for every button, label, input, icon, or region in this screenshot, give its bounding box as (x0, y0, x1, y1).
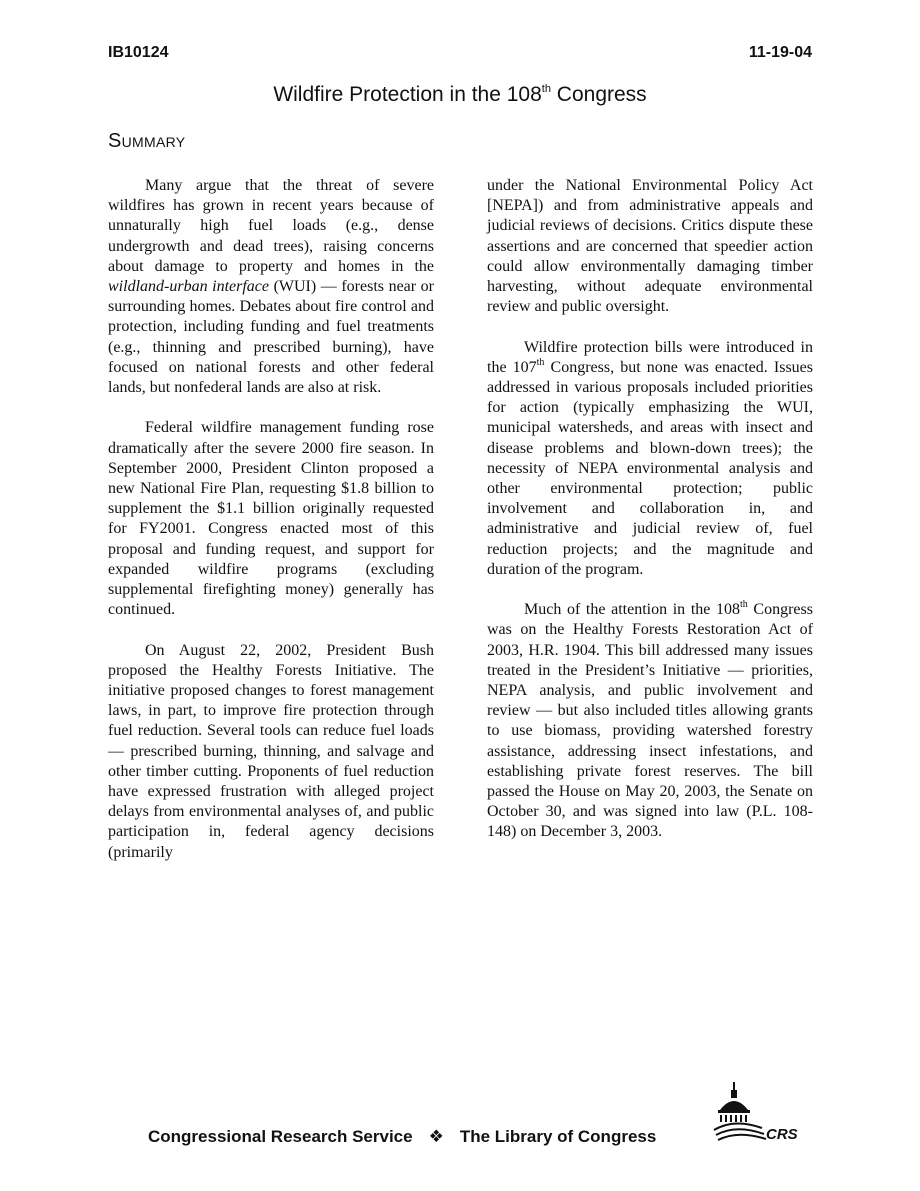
left-column (108, 176, 434, 883)
diamond-ornament-icon: ❖ (428, 1127, 444, 1146)
paragraph-hfra (487, 600, 813, 842)
section-heading: Summary (108, 130, 186, 152)
right-column (487, 176, 813, 863)
document-id: IB10124 (108, 44, 169, 61)
paragraph-text: (WUI) — forests near or surrounding homes. Debates about fire control and protection, including funding and fuel treatments (e.g., thinning and prescribed burning), have focused on national forests and other federal lands, but nonfederal lands are also at risk. (108, 278, 434, 397)
title-text: Wildfire Protection in the 108 (273, 83, 542, 106)
paragraph-continued: under the National Environmental Policy Act [NEPA]) and from administrative appeals and judicial reviews of decisions. Critics dispute these assertions and are concerned that speedier action could allow environmentally damaging timber harvesting, without adequate environmental review and public oversight. (487, 177, 813, 316)
paragraph-funding: Federal wildfire management funding rose dramatically after the severe 2000 fire season. In September 2000, President Clinton proposed a new National Fire Plan, requesting $1.8 billion to supplement the $1.1 billion originally requested for FY2001. Congress enacted most of this proposal and funding request, and support for expanded wildfire programs (excluding supplemental firefighting money) generally has continued. (108, 419, 434, 619)
crs-logo-text: CRS (766, 1126, 798, 1143)
document-date: 11-19-04 (748, 44, 812, 61)
paragraph-text: Much of the attention in the 108 (524, 601, 741, 619)
title-superscript: th (541, 83, 551, 95)
footer-crs-name: Congressional Research Service (148, 1127, 413, 1146)
footer-library-name: The Library of Congress (459, 1127, 657, 1146)
paragraph-text: Wildfire protection bills were introduced in the 107 (487, 338, 813, 376)
paragraph-text: Congress, but none was enacted. Issues addressed in various proposals included priorities for action (typically emphasizing the WUI, municipal watersheds, and areas with insect and disease problems and blown-down trees); the necessity of NEPA environmental analysis and other environmental protection; public involvement and collaboration in, and administrative and judicial review of, fuel reduction projects; and the magnitude and duration of the program. (487, 358, 813, 578)
emphasis-term: wildland-urban interface (108, 278, 269, 296)
paragraph-bills (487, 338, 813, 580)
page-title (0, 83, 920, 107)
paragraph-text: Many argue that the threat of severe wildfires has grown in recent years because of unnaturally high fuel loads (e.g., dense undergrowth and dead trees), raising concerns about damage to property and homes in the (108, 177, 434, 275)
page-footer (148, 1127, 656, 1147)
title-suffix: Congress (550, 83, 647, 106)
ordinal-superscript: th (740, 599, 748, 611)
paragraph-threat (108, 176, 434, 398)
paragraph-text: Congress was on the Healthy Forests Restoration Act of 2003, H.R. 1904. This bill addressed many issues treated in the President’s Initiative — priorities, NEPA analysis, and public involvement and review — but also included titles allowing grants to use biomass, providing watershed forestry assistance, addressing insect infestations, and establishing private forest reserves. The bill passed the House on May 20, 2003, the Senate on October 30, and was signed into law (P.L. 108-148) on December 3, 2003. (487, 601, 813, 841)
paragraph-initiative: On August 22, 2002, President Bush proposed the Healthy Forests Initiative. The initiative proposed changes to forest management laws, in part, to improve fire protection through fuel reduction. Several tools can reduce fuel loads — prescribed burning, thinning, and salvage and other timber cutting. Proponents of fuel reduction have expressed frustration with alleged project delays from environmental analyses of, and public participation in, federal agency decisions (primarily (108, 641, 434, 861)
ordinal-superscript: th (536, 356, 545, 368)
